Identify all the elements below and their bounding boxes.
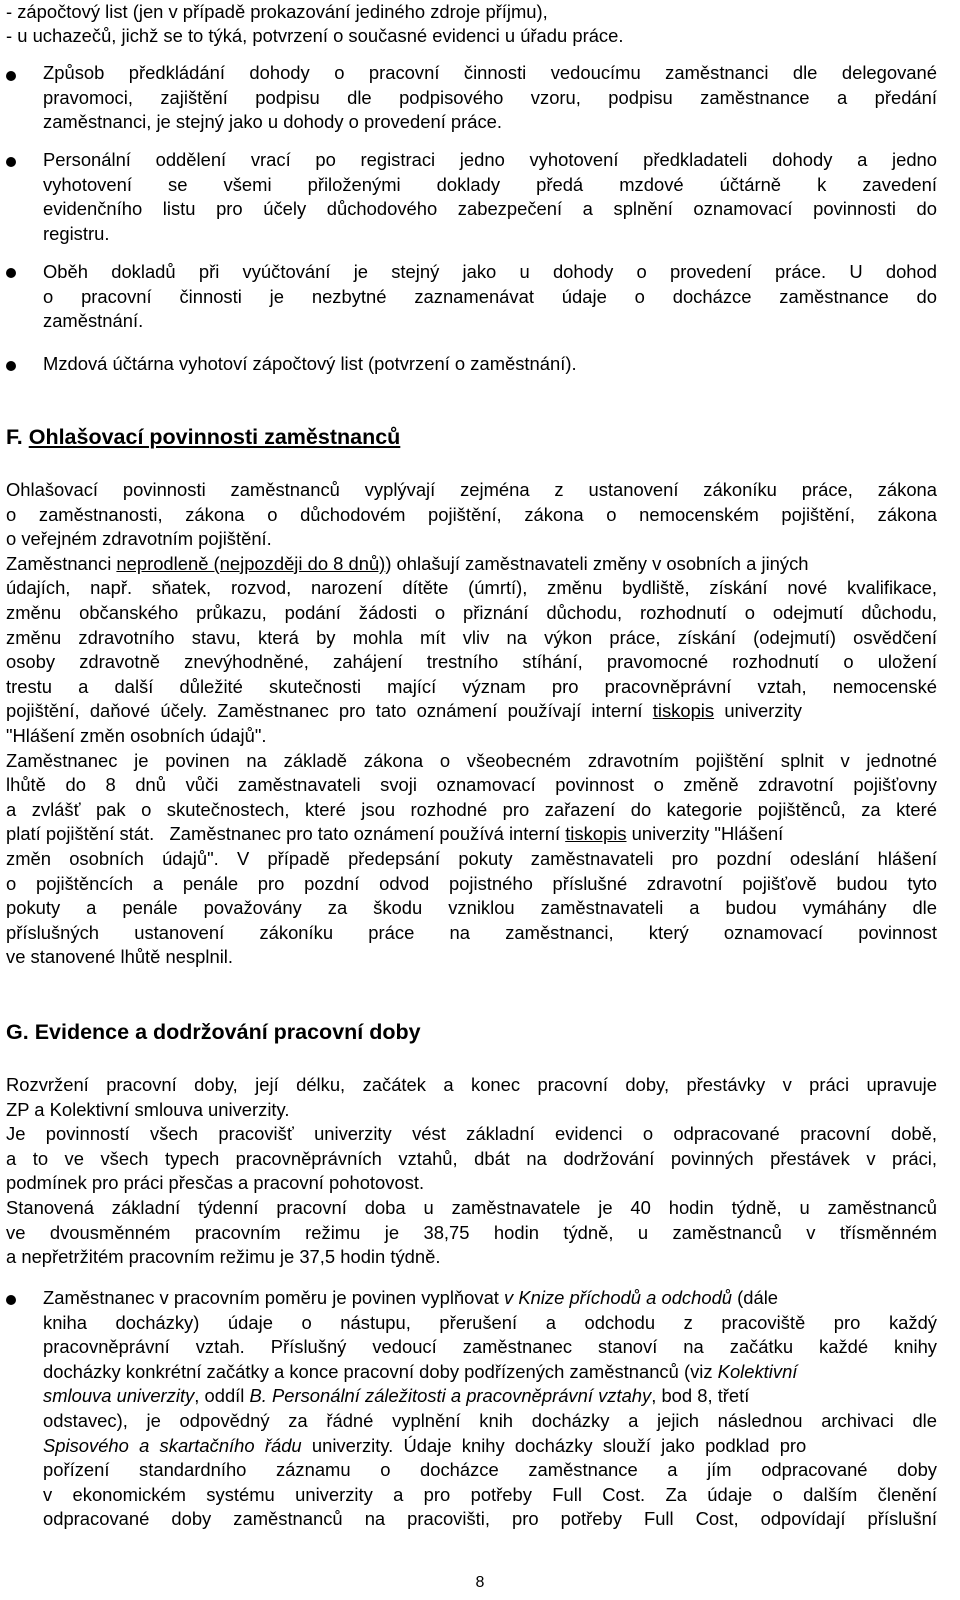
text-run: Zaměstnanec v pracovním poměru je povinen vyplňovat [43, 1287, 505, 1308]
text-line: "Hlášení změn osobních údajů". [6, 724, 267, 746]
text-line: v ekonomickém systému univerzity a pro potřeby Full Cost. Za údaje o dalším členění [43, 1483, 937, 1505]
heading-title: Ohlašovací povinnosti zaměstnanců [28, 425, 401, 449]
text-line: zaměstnání. [43, 310, 144, 332]
bullet-marker [6, 1295, 16, 1305]
text-line: změnu občanského průkazu, podání žádosti o přiznání důchodu, rozhodnutí o odejmutí důchodu, [6, 601, 937, 623]
text-run: univerzity. Údaje knihy docházky slouží jako podklad pro [301, 1434, 807, 1456]
section-g-body [6, 1073, 937, 1270]
text-line: Stanovená základní týdenní pracovní doba u zaměstnavatele je 40 hodin týdně, u zaměstnanců [6, 1196, 937, 1218]
text-line: podmínek pro práci přesčas a pracovní pohotovost. [6, 1172, 425, 1194]
text-line: o veřejném zdravotním pojištění. [6, 528, 272, 550]
text-run: univerzity "Hlášení [626, 823, 784, 845]
tiskopis-link: tiskopis [652, 700, 715, 722]
text-run: , bod 8, třetí [651, 1385, 750, 1407]
text-line: ve dvousměnném pracovním režimu je 38,75 hodin týdně, u zaměstnanců v třísměnném [6, 1221, 937, 1243]
text-line [6, 552, 937, 577]
italic-phrase: smlouva univerzity [43, 1385, 195, 1407]
tiskopis-link: tiskopis [565, 823, 627, 845]
underlined-phrase: neprodleně (nejpozději do 8 dnů) [116, 552, 386, 574]
text-line [43, 1434, 937, 1459]
bullet-paragraph [43, 61, 937, 135]
text-run: Zaměstnanci [6, 552, 117, 574]
bullet-paragraph [43, 260, 937, 334]
text-line: zaměstnanci, je stejný jako u dohody o provedení práce. [43, 111, 503, 133]
text-line [43, 1286, 937, 1311]
text-line: údajích, např. sňatek, rozvod, narození dítěte (úmrtí), změnu bydliště, získání nové kvalifikace, [6, 577, 937, 599]
text-run: platí pojištění stát. Zaměstnanec pro tato oznámení používá interní [6, 823, 566, 845]
text-line: osoby zdravotně znevýhodněné, zahájení trestního stíhání, pravomocné rozhodnutí o uložení [6, 651, 937, 673]
section-heading-f [6, 425, 400, 450]
text-line: evidenčního listu pro účely důchodového zabezpečení a splnění oznamovací povinnosti do [43, 198, 937, 220]
text-run: docházky konkrétní začátky a konce pracovní doby podřízených zaměstnanců (viz [43, 1360, 718, 1382]
text-line: Zaměstnanec je povinen na základě zákona o všeobecném zdravotním pojištění splnit v jednotné [6, 749, 937, 771]
text-line: pořízení standardního záznamu o docházce zaměstnance a jím odpracované doby [43, 1459, 937, 1481]
heading-number: F. [6, 425, 23, 449]
text-line: Mzdová účtárna vyhotoví zápočtový list (potvrzení o zaměstnání). [43, 353, 577, 374]
italic-phrase: v Knize příchodů a odchodů [504, 1287, 733, 1308]
text-line: změn osobních údajů". V případě předepsání pokuty zaměstnavateli pro pozdní odeslání hlášení [6, 847, 937, 869]
text-line: ZP a Kolektivní smlouva univerzity. [6, 1098, 290, 1120]
text-line: a to ve všech typech pracovněprávních vztahů, dbát na dodržování povinných přestávek v práci, [6, 1147, 937, 1169]
text-line: pracovněprávní vztah. Příslušný vedoucí zaměstnanec stanoví na začátku každé knihy [43, 1336, 937, 1358]
text-line: vyhotovení se všemi přiloženými doklady předá mzdové účtárně k zavedení [43, 173, 937, 195]
bullet-marker [6, 71, 16, 81]
text-line: a zvlášť pak o skutečnostech, které jsou rozhodné pro zařazení do kategorie pojištěnců, za které [6, 798, 937, 820]
text-line: lhůtě do 8 dnů vůči zaměstnavateli svoji oznamovací povinnost o změně zdravotní pojišťovny [6, 774, 937, 796]
italic-phrase: Spisového a skartačního řádu [43, 1434, 302, 1456]
text-line: změnu zdravotního stavu, která by mohla mít vliv na výkon práce, získání (odejmutí) osvědčení [6, 626, 937, 648]
bullet-paragraph [43, 148, 937, 246]
text-line [6, 699, 937, 724]
bullet-paragraph [43, 352, 937, 377]
heading-number: G. [6, 1020, 29, 1044]
italic-phrase: Kolektivní [717, 1360, 798, 1382]
bullet-marker [6, 157, 16, 167]
text-line: o zaměstnanosti, zákona o důchodovém pojištění, zákona o nemocenském pojištění, zákona [6, 503, 937, 525]
text-line: příslušných ustanovení zákoníku práce na zaměstnanci, který oznamovací povinnost [6, 921, 937, 943]
text-line: Personální oddělení vrací po registraci jedno vyhotovení předkladateli dohody a jedno [43, 149, 937, 170]
italic-phrase: B. Personální záležitosti a pracovněprávní vztahy [249, 1385, 652, 1407]
dash-item: - u uchazečů, jichž se to týká, potvrzení o současné evidenci u úřadu práce. [6, 25, 624, 46]
text-line: o pojištěncích a penále pro pozdní odvod pojistného příslušné zdravotní pojišťově budou tyto [6, 872, 937, 894]
bullet-marker [6, 268, 16, 278]
text-line: o pracovní činnosti je nezbytné zaznamenávat údaje o docházce zaměstnance do [43, 285, 937, 307]
text-line: pravomoci, zajištění podpisu dle podpisového vzoru, podpisu zaměstnance a předání [43, 86, 937, 108]
text-line [6, 822, 937, 847]
text-line: registru. [43, 222, 110, 244]
text-line: trestu a další důležité skutečnosti mající význam pro pracovněprávní vztah, nemocenské [6, 675, 937, 697]
text-line: Způsob předkládání dohody o pracovní činnosti vedoucímu zaměstnanci dle delegované [43, 62, 937, 83]
text-line: odstavec), je odpovědný za řádné vyplnění knih docházky a jejich následnou archivaci dle [43, 1409, 937, 1431]
text-line [43, 1384, 937, 1409]
text-line: kniha docházky) údaje o nástupu, přerušení a odchodu z pracoviště pro každý [43, 1311, 937, 1333]
text-line: Oběh dokladů při vyúčtování je stejný jako u dohody o provedení práce. U dohod [43, 261, 937, 282]
page-number: 8 [475, 1574, 485, 1591]
bullet-marker [6, 361, 16, 371]
text-line: pokuty a penále považovány za škodu vzniklou zaměstnavateli a budou vymáhány dle [6, 897, 937, 919]
section-heading-g [6, 1020, 421, 1045]
text-run: ) ohlašují zaměstnavateli změny v osobních a jiných [385, 552, 809, 574]
text-run: pojištění, daňové účely. Zaměstnanec pro tato oznámení používají interní [6, 700, 653, 722]
dash-item: - zápočtový list (jen v případě prokazování jediného zdroje příjmu), [6, 1, 548, 22]
section-f-body [6, 478, 937, 970]
heading-title: Evidence a dodržování pracovní doby [34, 1020, 421, 1044]
text-line [43, 1360, 937, 1385]
text-line: a nepřetržitém pracovním režimu je 37,5 hodin týdně. [6, 1246, 441, 1268]
bullet-paragraph [43, 1286, 937, 1532]
text-run: , oddíl [194, 1385, 250, 1407]
text-line: Je povinností všech pracovišť univerzity vést základní evidenci o odpracované pracovní době, [6, 1123, 937, 1145]
text-line: Ohlašovací povinnosti zaměstnanců vyplývají zejména z ustanovení zákoníku práce, zákona [6, 479, 937, 500]
text-line: Rozvržení pracovní doby, její délku, začátek a konec pracovní doby, přestávky v práci upravuje [6, 1074, 937, 1095]
text-run: univerzity [714, 700, 802, 722]
text-line: odpracované doby zaměstnanců na pracovišti, pro potřeby Full Cost, odpovídají příslušní [43, 1508, 937, 1530]
text-run: (dále [732, 1287, 779, 1308]
text-line: ve stanovené lhůtě nesplnil. [6, 946, 233, 968]
